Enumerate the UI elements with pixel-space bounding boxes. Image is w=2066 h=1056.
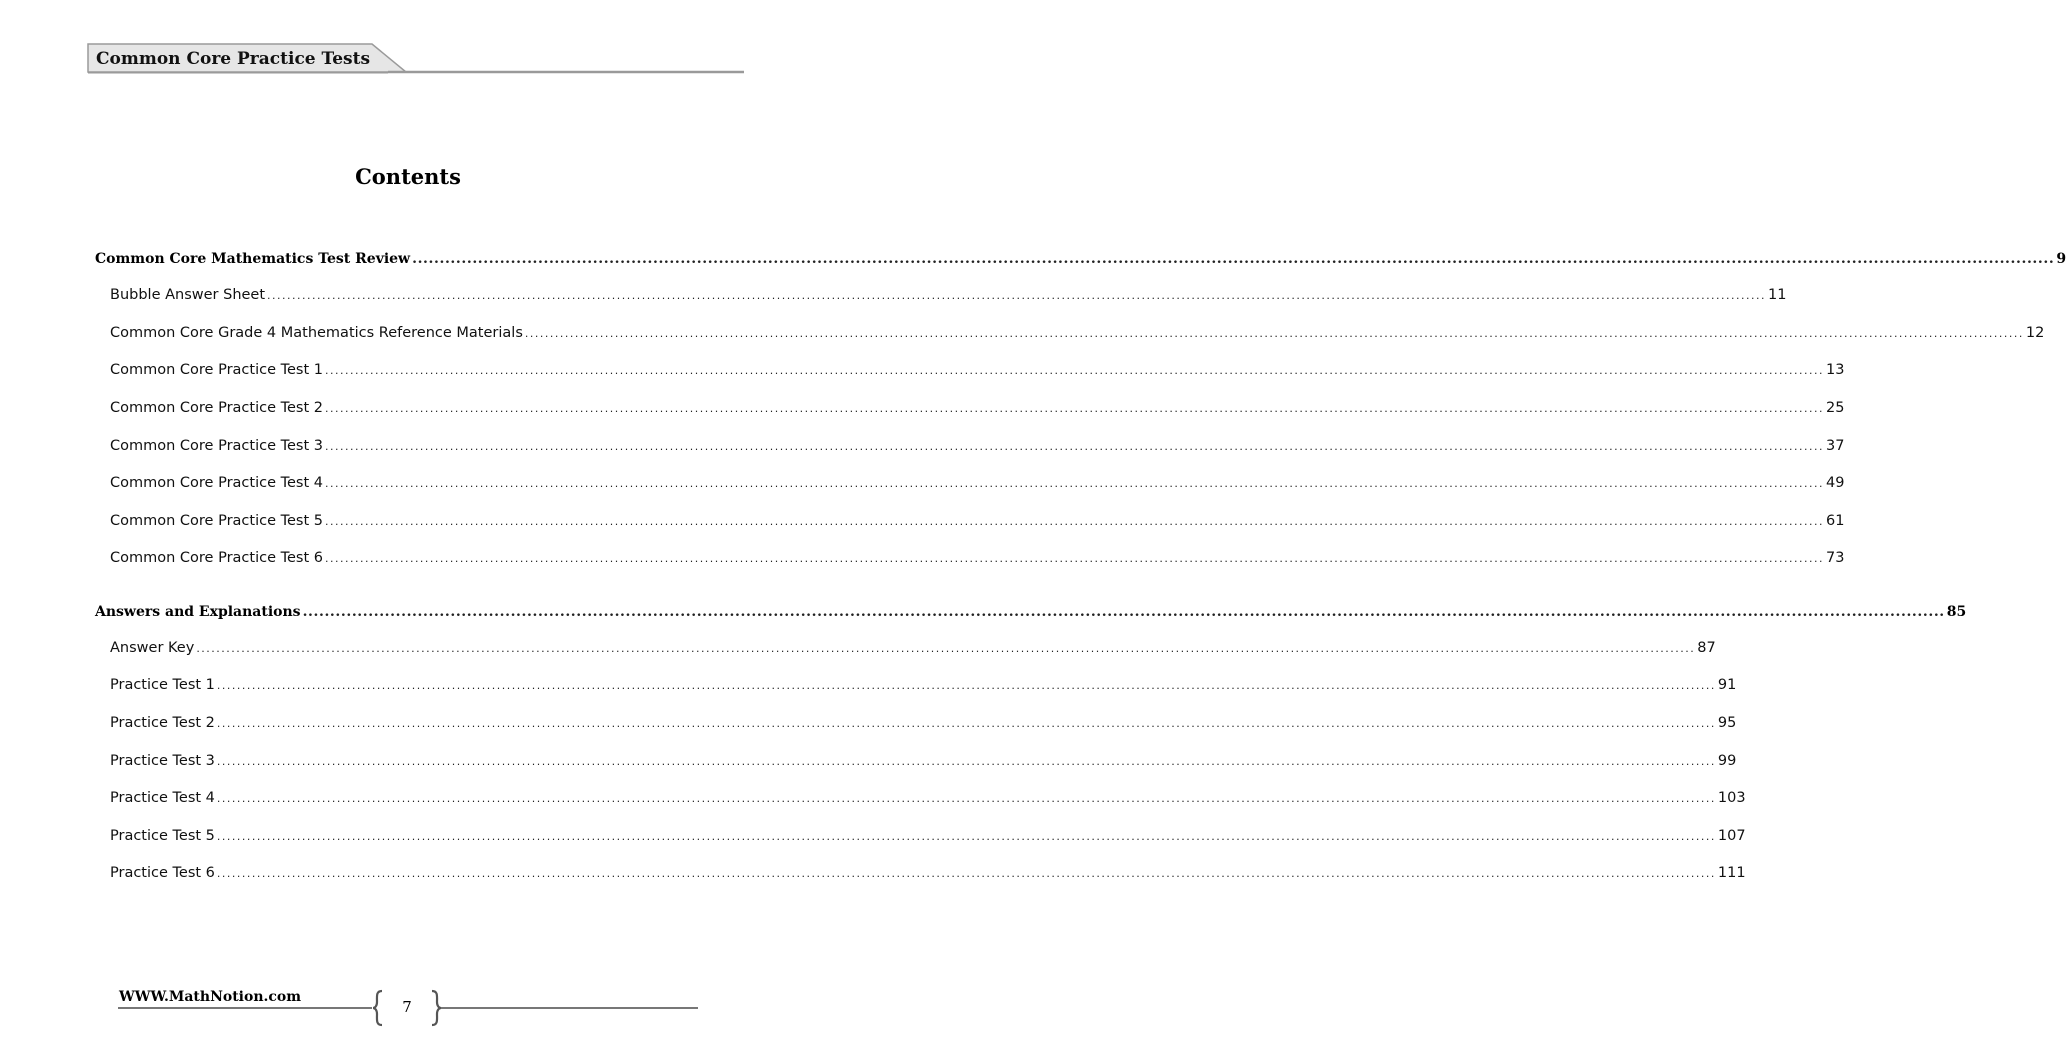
- toc-entry[interactable]: [110, 362, 1845, 382]
- toc-entry[interactable]: [110, 790, 1746, 810]
- dot-leader: ............................................................................................................................................................................................................................................................................................................: [325, 402, 1824, 415]
- right-bracket-icon: [430, 990, 442, 1026]
- footer-website: WWW.MathNotion.com: [119, 989, 302, 1005]
- toc-entry-label: Common Core Practice Test 2: [110, 400, 323, 416]
- toc-entry-label: Common Core Practice Test 1: [110, 362, 323, 378]
- toc-entry-page: 107: [1717, 828, 1746, 844]
- toc-entry-page: 12: [2025, 325, 2045, 341]
- page-number: 7: [402, 998, 412, 1016]
- toc-entry-page: 87: [1697, 640, 1716, 656]
- toc-entry-page: 103: [1717, 790, 1746, 806]
- toc-entry[interactable]: [110, 325, 2045, 345]
- dot-leader: ............................................................................................................................................................................................................................................................................................................: [325, 552, 1824, 565]
- toc-entry-label: Practice Test 3: [110, 753, 215, 769]
- toc-entry-label: Bubble Answer Sheet: [110, 287, 266, 303]
- toc-entry-label: Practice Test 5: [110, 828, 215, 844]
- dot-leader: ............................................................................................................................................................................................................................................................................................................: [216, 755, 1716, 768]
- toc-entry-label: Common Core Practice Test 3: [110, 438, 323, 454]
- dot-leader: ............................................................................................................................................................................................................................................................................................................: [196, 642, 1696, 655]
- toc-section-label: Common Core Mathematics Test Review: [95, 251, 411, 267]
- dot-leader: ............................................................................................................................................................................................................................................................................................................: [524, 327, 2024, 340]
- dot-leader: ............................................................................................................................................................................................................................................................................................................: [216, 792, 1716, 805]
- header-title: Common Core Practice Tests: [96, 49, 371, 69]
- toc-entry-page: 25: [1825, 400, 1845, 416]
- toc-entry-page: 95: [1717, 715, 1737, 731]
- toc-entry-label: Practice Test 2: [110, 715, 215, 731]
- toc-entry-page: 37: [1825, 438, 1845, 454]
- page-title: Contents: [355, 164, 461, 189]
- dot-leader: ............................................................................................................................................................................................................................................................................................................: [216, 830, 1716, 843]
- toc-entry-label: Practice Test 4: [110, 790, 215, 806]
- dot-leader: ............................................................................................................................................................................................................................................................................................................: [325, 440, 1824, 453]
- toc-entry[interactable]: [110, 438, 1845, 458]
- toc-entry[interactable]: [110, 513, 1845, 533]
- dot-leader: ............................................................................................................................................................................................................................................................................................................: [216, 679, 1716, 692]
- toc-entry-page: 49: [1825, 475, 1845, 491]
- toc-section-page: 9: [2056, 251, 2066, 267]
- toc-entry[interactable]: [110, 677, 1737, 697]
- toc-entry-label: Common Core Practice Test 6: [110, 550, 323, 566]
- toc-entry[interactable]: [110, 828, 1746, 848]
- toc-entry[interactable]: [110, 550, 1845, 570]
- dot-leader: ............................................................................................................................................................................................................................................................................................................: [302, 604, 1945, 620]
- footer-rule-left: [118, 1007, 372, 1009]
- toc-entry-label: Common Core Grade 4 Mathematics Reference Materials: [110, 325, 523, 341]
- dot-leader: ............................................................................................................................................................................................................................................................................................................: [267, 289, 1767, 302]
- toc-entry[interactable]: [110, 287, 1787, 307]
- dot-leader: ............................................................................................................................................................................................................................................................................................................: [216, 867, 1716, 880]
- toc-entry[interactable]: [110, 865, 1746, 885]
- toc-entry-label: Common Core Practice Test 5: [110, 513, 323, 529]
- toc-entry-page: 73: [1825, 550, 1845, 566]
- toc-section-label: Answers and Explanations: [95, 604, 301, 620]
- toc-entry-label: Common Core Practice Test 4: [110, 475, 323, 491]
- toc-entry-page: 13: [1825, 362, 1845, 378]
- dot-leader: ............................................................................................................................................................................................................................................................................................................: [325, 364, 1824, 377]
- dot-leader: ............................................................................................................................................................................................................................................................................................................: [325, 515, 1824, 528]
- toc-entry[interactable]: [110, 715, 1737, 735]
- toc-entry[interactable]: [110, 640, 1716, 660]
- left-bracket-icon: [372, 990, 384, 1026]
- toc-entry-label: Answer Key: [110, 640, 195, 656]
- toc-entry-page: 111: [1717, 865, 1746, 881]
- dot-leader: ............................................................................................................................................................................................................................................................................................................: [412, 251, 2055, 267]
- footer-rule-right: [440, 1007, 698, 1009]
- toc-entry-page: 99: [1717, 753, 1737, 769]
- dot-leader: ............................................................................................................................................................................................................................................................................................................: [216, 717, 1716, 730]
- running-header: [88, 42, 748, 76]
- toc-entry-page: 11: [1768, 287, 1787, 303]
- toc-section-answers[interactable]: [95, 604, 1967, 624]
- toc-entry[interactable]: [110, 475, 1845, 495]
- toc-section-page: 85: [1946, 604, 1967, 620]
- toc-entry[interactable]: [110, 753, 1737, 773]
- toc-entry-label: Practice Test 6: [110, 865, 215, 881]
- toc-entry[interactable]: [110, 400, 1845, 420]
- toc-entry-label: Practice Test 1: [110, 677, 215, 693]
- toc-entry-page: 91: [1717, 677, 1737, 693]
- dot-leader: ............................................................................................................................................................................................................................................................................................................: [325, 477, 1824, 490]
- toc-section-test-review[interactable]: [95, 251, 2066, 271]
- toc-entry-page: 61: [1825, 513, 1845, 529]
